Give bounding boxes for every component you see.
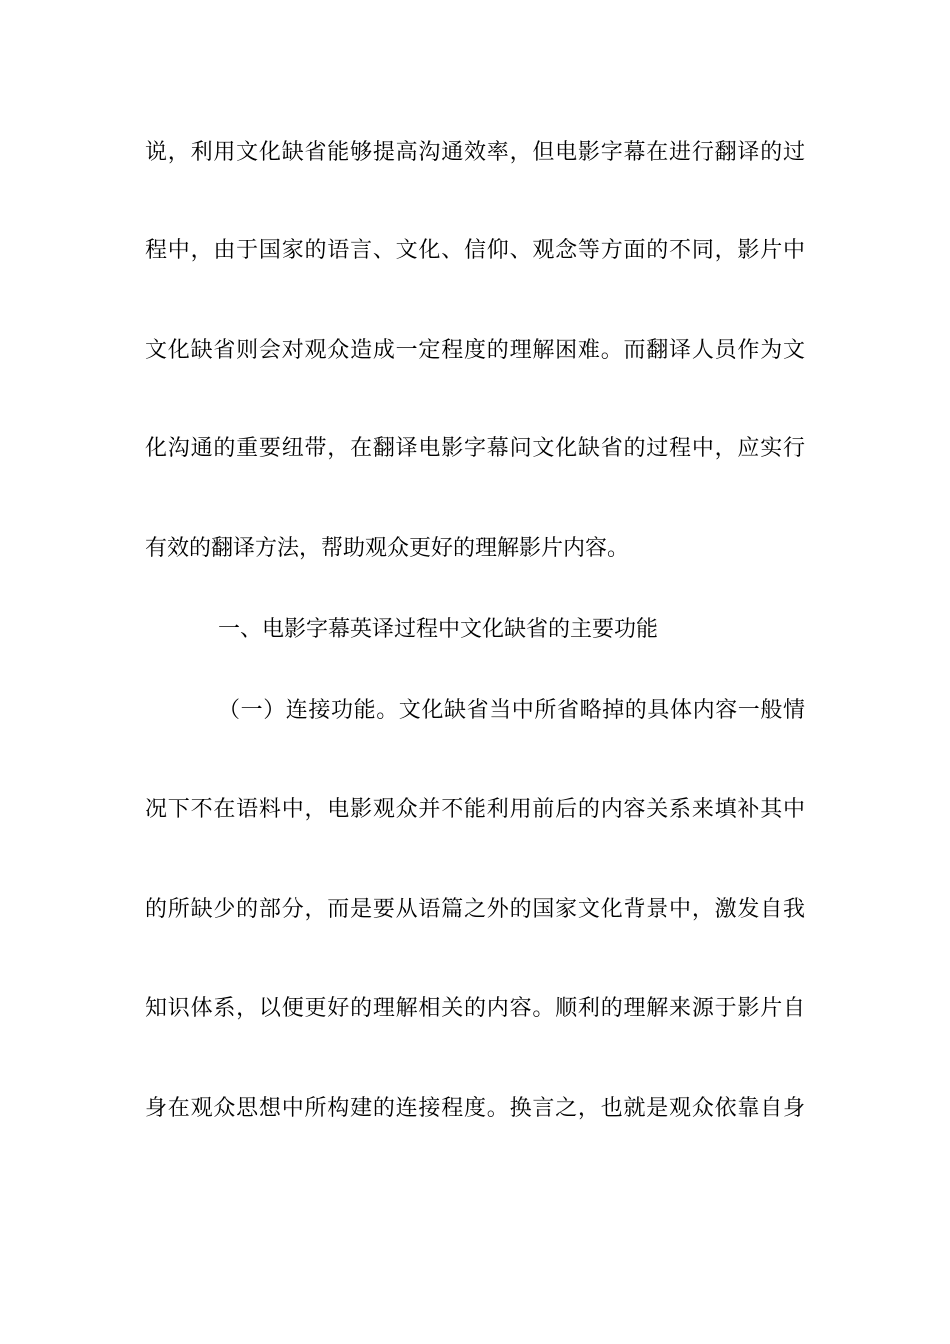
- paragraph-line: 况下不在语料中，电影观众并不能利用前后的内容关系来填补其中: [145, 797, 805, 822]
- paragraph-line: 化沟通的重要纽带，在翻译电影字幕问文化缺省的过程中，应实行: [145, 436, 805, 461]
- paragraph-line: 说，利用文化缺省能够提高沟通效率，但电影字幕在进行翻译的过: [145, 140, 805, 165]
- paragraph-line: 身在观众思想中所构建的连接程度。换言之，也就是观众依靠自身: [145, 1096, 805, 1121]
- paragraph-line: 有效的翻译方法，帮助观众更好的理解影片内容。: [145, 536, 630, 561]
- paragraph-line: 的所缺少的部分，而是要从语篇之外的国家文化背景中，激发自我: [145, 897, 805, 922]
- paragraph-line: 知识体系，以便更好的理解相关的内容。顺利的理解来源于影片自: [145, 996, 805, 1021]
- paragraph-line: 文化缺省则会对观众造成一定程度的理解困难。而翻译人员作为文: [145, 338, 805, 363]
- section-heading: 一、电影字幕英译过程中文化缺省的主要功能: [218, 617, 659, 642]
- paragraph-line: 程中，由于国家的语言、文化、信仰、观念等方面的不同，影片中: [145, 238, 805, 263]
- subsection-first-line: （一）连接功能。文化缺省当中所省略掉的具体内容一般情: [218, 698, 805, 723]
